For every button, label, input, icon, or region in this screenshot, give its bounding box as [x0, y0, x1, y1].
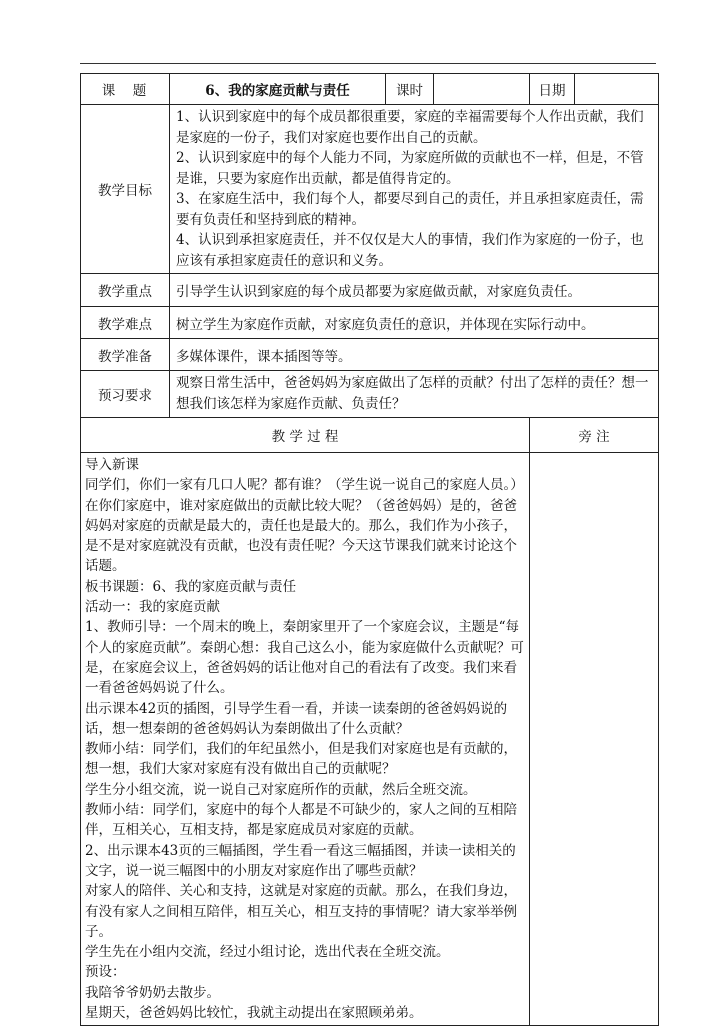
goals-row: [81, 105, 659, 274]
preview-label: 预习要求: [81, 371, 170, 418]
goal-item: 3、在家庭生活中，我们每个人，都要尽到自己的责任，并且承担家庭责任，需要有负责任和坚持到底的精神。: [176, 191, 644, 228]
prep-row: [81, 339, 659, 371]
notes-header: 旁 注: [530, 418, 659, 453]
key-row: [81, 274, 659, 307]
goals-label: 教学目标: [81, 105, 170, 274]
goal-item: 4、认识到承担家庭责任，并不仅仅是大人的事情，我们作为家庭的一份子，也应该有承担家庭责任的意识和义务。: [176, 232, 644, 269]
subject-label: 课 题: [81, 74, 170, 105]
header-rule: [80, 63, 656, 64]
process-content: [81, 453, 530, 1026]
goal-item: 2、认识到家庭中的每个人能力不同，为家庭所做的贡献也不一样，但是，不管是谁，只要为家庭作出贡献，都是值得肯定的。: [176, 150, 644, 187]
process-paragraph: 导入新课: [85, 457, 139, 473]
difficulty-label: 教学难点: [81, 307, 170, 339]
prep-content: 多媒体课件，课本插图等等。: [170, 339, 659, 371]
prep-label: 教学准备: [81, 339, 170, 371]
period-label: 课时: [386, 74, 434, 105]
key-content: 引导学生认识到家庭的每个成员都要为家庭做贡献，对家庭负责任。: [170, 274, 659, 307]
process-paragraph: 活动一：我的家庭贡献: [85, 599, 220, 616]
header-row: [81, 74, 659, 105]
notes-content: [530, 453, 659, 1026]
goals-content: [170, 105, 659, 274]
process-paragraph: 2、出示课本43页的三幅插图，学生看一看这三幅插图，并读一读相关的文字，说一说三幅图中的小朋友对家庭作出了哪些贡献？: [85, 842, 516, 879]
date-label: 日期: [530, 74, 575, 105]
process-row: [81, 453, 659, 1026]
lesson-title: 6、我的家庭贡献与责任: [170, 74, 386, 105]
preview-content: [170, 371, 659, 418]
preview-text: 观察日常生活中，爸爸妈妈为家庭做出了怎样的贡献？付出了怎样的责任？想一想我们该怎样为家庭作贡献、负责任？: [176, 375, 649, 412]
difficulty-row: [81, 307, 659, 339]
key-label: 教学重点: [81, 274, 170, 307]
process-paragraph: 板书课题：6、我的家庭贡献与责任: [85, 578, 297, 595]
process-paragraph: 预设：: [85, 964, 126, 981]
process-paragraph: 学生先在小组内交流，经过小组讨论，选出代表在全班交流。: [85, 944, 450, 961]
process-paragraph: 教师小结：同学们，家庭中的每个人都是不可缺少的，家人之间的互相陪伴，互相关心，互相支持，都是家庭成员对家庭的贡献。: [85, 802, 517, 839]
difficulty-content: 树立学生为家庭作贡献，对家庭负责任的意识，并体现在实际行动中。: [170, 307, 659, 339]
process-header-row: [81, 418, 659, 453]
process-paragraph: 教师小结：同学们，我们的年纪虽然小，但是我们对家庭也是有贡献的，想一想，我们大家对家庭有没有做出自己的贡献呢？: [85, 741, 517, 778]
process-paragraph: 对家人的陪伴、关心和支持，这就是对家庭的贡献。那么，在我们身边，有没有家人之间相互陪伴，相互关心，相互支持的事情呢？请大家举举例子。: [85, 883, 517, 940]
preview-row: [81, 371, 659, 418]
process-paragraph: 同学们，你们一家有几口人呢？都有谁？（学生说一说自己的家庭人员。）在你们家庭中，谁对家庭做出的贡献比较大呢？（爸爸妈妈）是的，爸爸妈妈对家庭的贡献是最大的，责任也是最大的。那么，我们作为小孩子，是不是对家庭就没有贡献，也没有责任呢？今天这节课我们就来讨论这个话题。: [85, 477, 524, 575]
process-header: 教 学 过 程: [81, 418, 530, 453]
process-paragraph: 我陪爷爷奶奶去散步。: [85, 984, 220, 1001]
process-paragraph: 星期天，爸爸妈妈比较忙，我就主动提出在家照顾弟弟。: [85, 1005, 423, 1022]
process-paragraph: 学生分小组交流，说一说自己对家庭所作的贡献，然后全班交流。: [85, 781, 477, 798]
date-value[interactable]: [575, 74, 659, 105]
goal-item: 1、认识到家庭中的每个成员都很重要，家庭的幸福需要每个人作出贡献，我们是家庭的一份子，我们对家庭也要作出自己的贡献。: [176, 109, 644, 146]
process-paragraph: 出示课本42页的插图，引导学生看一看，并读一读秦朗的爸爸妈妈说的话，想一想秦朗的爸爸妈妈认为秦朗做出了什么贡献？: [85, 700, 508, 737]
period-value[interactable]: [434, 74, 530, 105]
lesson-plan-table: [80, 73, 659, 1026]
process-paragraph: 1、教师引导：一个周末的晚上，秦朗家里开了一个家庭会议，主题是“每个人的家庭贡献”。秦朗心想：我自己这么小，能为家庭做什么贡献呢？可是，在家庭会议上，爸爸妈妈的话让他对自己的看法有了改变。我们来看一看爸爸妈妈说了什么。: [85, 619, 524, 697]
